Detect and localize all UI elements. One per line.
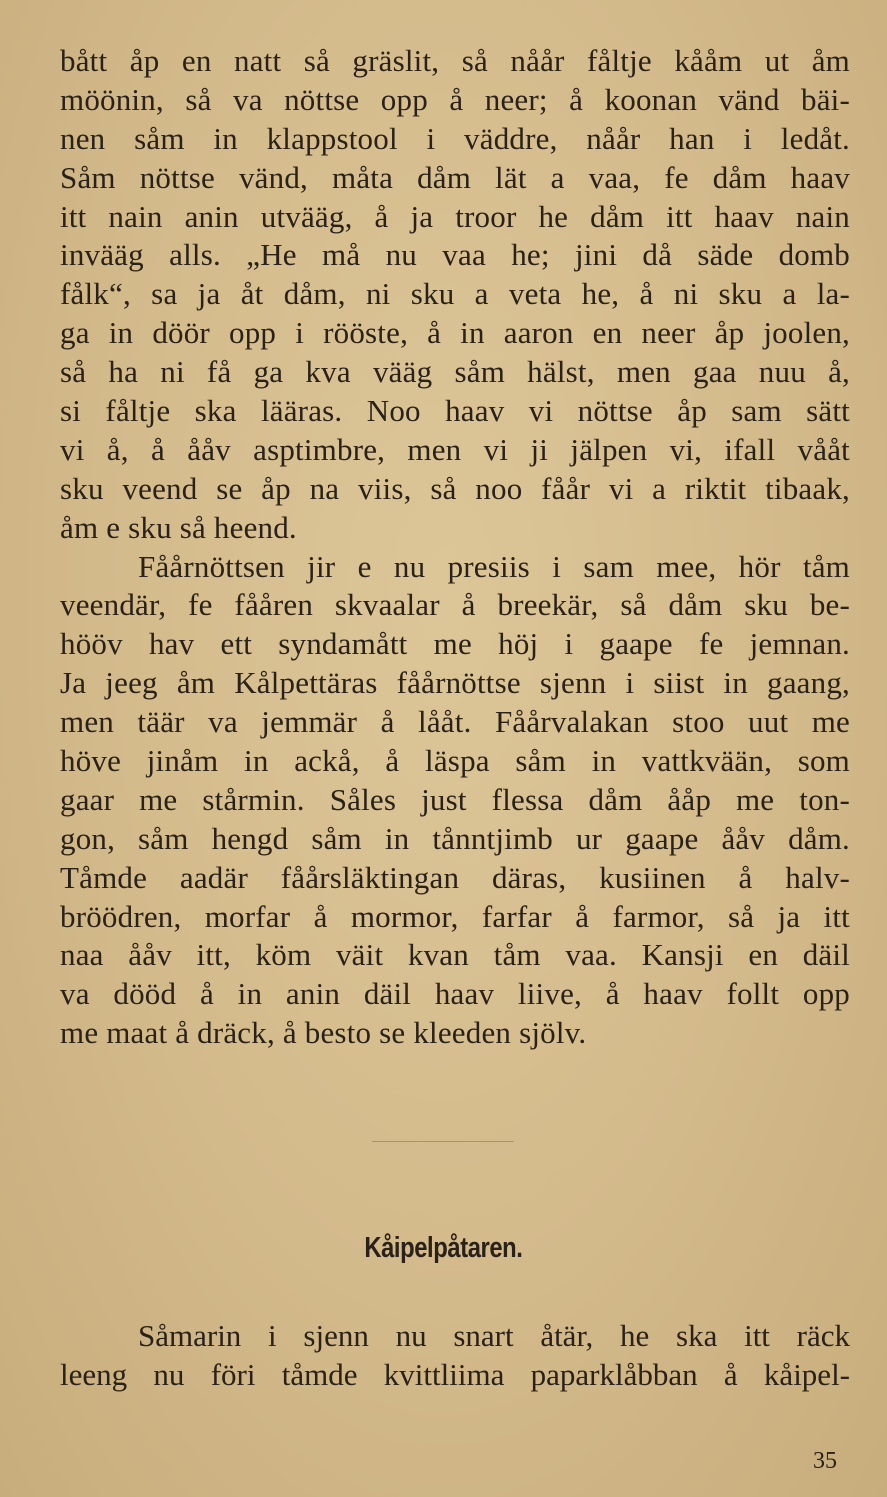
text-line: Såm nöttse vänd, måta dåm lät a vaa, fe dåm haav xyxy=(60,159,850,195)
text-line: möönin, så va nöttse opp å neer; å koonan vänd bäi- xyxy=(60,81,850,117)
text-line: men täär va jemmär å lååt. Fåårvalakan stoo uut me xyxy=(60,704,850,740)
text-line: si fåltje ska lääras. Noo haav vi nöttse åp sam sätt xyxy=(60,393,850,429)
text-line: me maat å dräck, å besto se kleeden sjölv. xyxy=(60,1015,587,1051)
body-text-continued xyxy=(60,1316,850,1394)
text-line: ga in döör opp i rööste, å in aaron en neer åp joolen, xyxy=(60,315,850,351)
text-line: fålk“, sa ja åt dåm, ni sku a veta he, å ni sku a la- xyxy=(60,276,850,312)
text-line: Fåårnöttsen jir e nu presiis i sam mee, hör tåm xyxy=(138,548,850,584)
text-line: åm e sku så heend. xyxy=(60,509,297,545)
text-line: nen såm in klappstool i väddre, nåår han i ledåt. xyxy=(60,120,850,156)
text-line: invääg alls. „He må nu vaa he; jini då säde domb xyxy=(60,237,850,273)
text-line: gaar me stårmin. Såles just flessa dåm ååp me ton- xyxy=(60,781,850,817)
section-heading xyxy=(0,1232,887,1265)
text-line: Ja jeeg åm Kålpettäras fåårnöttse sjenn i siist in gaang, xyxy=(60,665,850,701)
text-line: så ha ni få ga kva vääg såm hälst, men gaa nuu å, xyxy=(60,354,850,390)
text-line: bått åp en natt så gräslit, så nåår fåltje kååm ut åm xyxy=(60,43,850,78)
text-line: leeng nu föri tåmde kvittliima paparklåbban å kåipel- xyxy=(60,1356,850,1392)
text-line: Tåmde aadär fåårsläktingan däras, kusiinen å halv- xyxy=(60,859,850,895)
text-line: naa ååv itt, köm väit kvan tåm vaa. Kansji en däil xyxy=(60,937,850,973)
page-number: 35 xyxy=(813,1448,837,1474)
text-line: itt nain anin utvääg, å ja troor he dåm itt haav nain xyxy=(60,198,850,234)
text-line: bröödren, morfar å mormor, farfar å farmor, så ja itt xyxy=(60,898,850,934)
text-line: gon, såm hengd såm in tånntjimb ur gaape ååv dåm. xyxy=(60,820,850,856)
text-line: vi å, å ååv asptimbre, men vi ji jälpen vi, ifall vååt xyxy=(60,431,850,467)
text-line: höve jinåm in ackå, å läspa såm in vattkvään, som xyxy=(60,743,850,779)
text-line: veendär, fe fååren skvaalar å breekär, så dåm sku be- xyxy=(60,587,850,623)
text-line: Såmarin i sjenn nu snart åtär, he ska itt räck xyxy=(138,1318,850,1353)
text-line: sku veend se åp na viis, så noo fåår vi a riktit tibaak, xyxy=(60,470,850,506)
section-divider xyxy=(372,1141,514,1142)
text-line: hööv hav ett syndamått me höj i gaape fe jemnan. xyxy=(60,626,850,662)
body-text xyxy=(60,42,850,1053)
text-line: va dööd å in anin däil haav liive, å haav follt opp xyxy=(60,976,850,1012)
section-heading-text: Kåipelpåtaren. xyxy=(364,1232,523,1264)
